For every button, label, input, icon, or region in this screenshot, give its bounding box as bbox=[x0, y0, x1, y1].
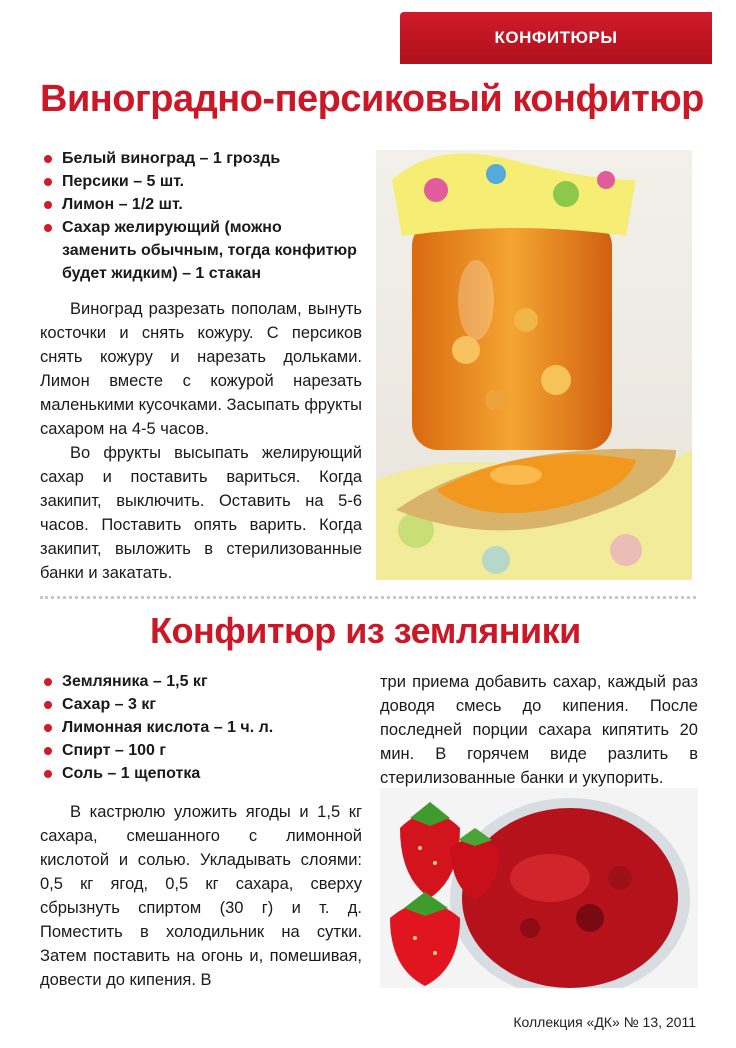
list-item bbox=[40, 739, 360, 762]
section-tab-label: КОНФИТЮРЫ bbox=[494, 28, 618, 47]
paragraph: Во фрукты высыпать желирующий сахар и поставить вариться. Когда закипит, выключить. Оставить на 5-6 часов. Поставить опять варить. Когда закипит, выложить в стерилизованные банки и закатать. bbox=[40, 444, 362, 582]
ingredient-text: Лимон – 1/2 шт. bbox=[62, 196, 183, 213]
ingredient-text: Белый виноград – 1 гроздь bbox=[62, 150, 281, 167]
bullet-icon bbox=[44, 224, 52, 232]
bullet-icon bbox=[44, 178, 52, 186]
bullet-icon bbox=[44, 701, 52, 709]
paragraph: В кастрюлю уложить ягоды и 1,5 кг сахара, смешанного с лимонной кислотой и солью. Укладывать слоями: 0,5 кг ягод, 0,5 кг сахара, сверху сбрызнуть спиртом (30 г) и т. д. Поместить в холодильник на сутки. Затем поставить на огонь и, помешивая, довести до кипения. В bbox=[40, 803, 362, 989]
recipe2-instructions-right bbox=[380, 670, 698, 790]
paragraph: Виноград разрезать пополам, вынуть косточки и снять кожуру. С персиков снять кожуру и нарезать дольками. Лимон вместе с кожурой нарезать маленькими кусочками. Засыпать фрукты сахаром на 4-5 часов. bbox=[40, 300, 362, 438]
ingredient-text: Лимонная кислота – 1 ч. л. bbox=[62, 719, 274, 736]
section-tab bbox=[400, 12, 712, 64]
list-item bbox=[40, 762, 360, 785]
list-item bbox=[40, 147, 360, 170]
recipe2-instructions-left bbox=[40, 800, 362, 992]
ingredient-text: Спирт – 100 г bbox=[62, 742, 167, 759]
list-item bbox=[40, 716, 360, 739]
strawberry-illustration bbox=[380, 788, 698, 988]
bullet-icon bbox=[44, 678, 52, 686]
paragraph: три приема добавить сахар, каждый раз доводя смесь до кипения. После последней порции сахара кипятить 20 мин. В горячем виде разлить в стерилизованные банки и укупорить. bbox=[380, 673, 698, 787]
bullet-icon bbox=[44, 747, 52, 755]
recipe2-title: Конфитюр из земляники bbox=[150, 610, 581, 651]
bullet-icon bbox=[44, 155, 52, 163]
ingredient-text: Соль – 1 щепотка bbox=[62, 765, 201, 782]
list-item bbox=[40, 693, 360, 716]
recipe1-ingredients bbox=[40, 147, 360, 285]
bullet-icon bbox=[44, 770, 52, 778]
grape-peach-jar-photo bbox=[376, 150, 692, 580]
ingredient-text: Сахар – 3 кг bbox=[62, 696, 157, 713]
bullet-icon bbox=[44, 724, 52, 732]
list-item bbox=[40, 170, 360, 193]
strawberry-jam-photo bbox=[380, 788, 698, 988]
bullet-icon bbox=[44, 201, 52, 209]
list-item bbox=[40, 216, 360, 285]
list-item bbox=[40, 193, 360, 216]
ingredient-text: Персики – 5 шт. bbox=[62, 173, 185, 190]
footer-citation: Коллекция «ДК» № 13, 2011 bbox=[513, 1014, 696, 1030]
recipe1-instructions bbox=[40, 297, 362, 585]
ingredient-text: Земляника – 1,5 кг bbox=[62, 673, 208, 690]
ingredient-text: Сахар желирующий (можно заменить обычным, тогда конфитюр будет жидким) – 1 стакан bbox=[62, 219, 357, 282]
jar-illustration bbox=[376, 150, 692, 580]
recipe2-ingredients bbox=[40, 670, 360, 785]
section-divider bbox=[40, 596, 696, 599]
list-item bbox=[40, 670, 360, 693]
recipe1-title: Виноградно-персиковый конфитюр bbox=[40, 78, 704, 120]
